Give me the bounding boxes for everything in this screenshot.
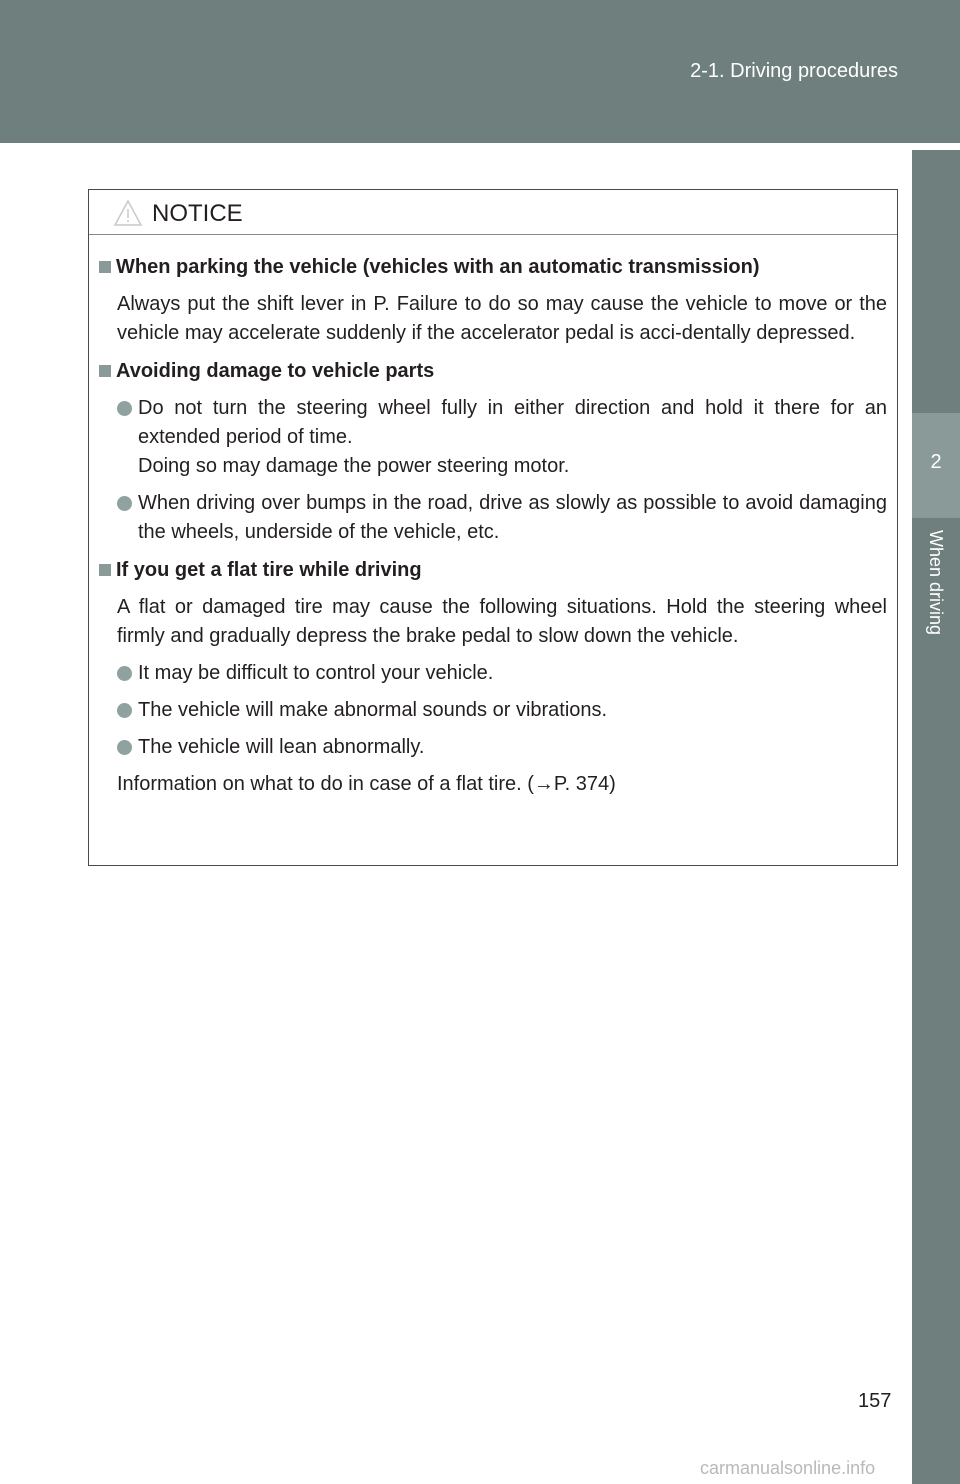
side-tab-top [912, 150, 960, 413]
circle-bullet-icon [117, 666, 132, 681]
notice-title: NOTICE [152, 200, 243, 227]
notice-header [89, 190, 897, 235]
chapter-label: When driving [926, 530, 946, 636]
watermark: carmanualsonline.info [700, 1458, 876, 1478]
chapter-tab[interactable] [912, 413, 960, 518]
paragraph: A flat or damaged tire may cause the following situations. Hold the steering wheel firmly and gradually depress the brake pedal to slow down the vehicle. [117, 596, 887, 647]
square-bullet-icon [99, 261, 111, 273]
list-item: When driving over bumps in the road, drive as slowly as possible to avoid damaging the wheels, underside of the vehicle, etc. [117, 489, 887, 547]
paragraph: Always put the shift lever in P. Failure to do so may cause the vehicle to move or the vehicle may accelerate suddenly if the accelerator pedal is acci-dentally depressed. [117, 293, 887, 344]
square-bullet-icon [99, 365, 111, 377]
list-item: The vehicle will make abnormal sounds or vibrations. [117, 696, 887, 725]
section-heading: If you get a flat tire while driving [99, 555, 897, 585]
page-reference: Information on what to do in case of a flat tire. (→P. 374) [117, 773, 616, 795]
notice-body [89, 244, 897, 799]
section-heading: Avoiding damage to vehicle parts [99, 356, 897, 386]
square-bullet-icon [99, 564, 111, 576]
list-item: Do not turn the steering wheel fully in either direction and hold it there for an extended period of time. Doing so may damage the power steering motor. [117, 394, 887, 481]
circle-bullet-icon [117, 496, 132, 511]
section-heading: When parking the vehicle (vehicles with an automatic transmission) [99, 252, 897, 282]
section-title: 2-1. Driving procedures [690, 60, 898, 82]
warning-triangle-icon [113, 199, 143, 227]
list-item: It may be difficult to control your vehicle. [117, 659, 887, 688]
page-number: 157 [858, 1390, 892, 1412]
circle-bullet-icon [117, 740, 132, 755]
notice-box [88, 189, 898, 866]
circle-bullet-icon [117, 703, 132, 718]
chapter-number: 2 [930, 451, 942, 473]
circle-bullet-icon [117, 401, 132, 416]
list-item: The vehicle will lean abnormally. [117, 733, 887, 762]
page-header [0, 0, 960, 143]
